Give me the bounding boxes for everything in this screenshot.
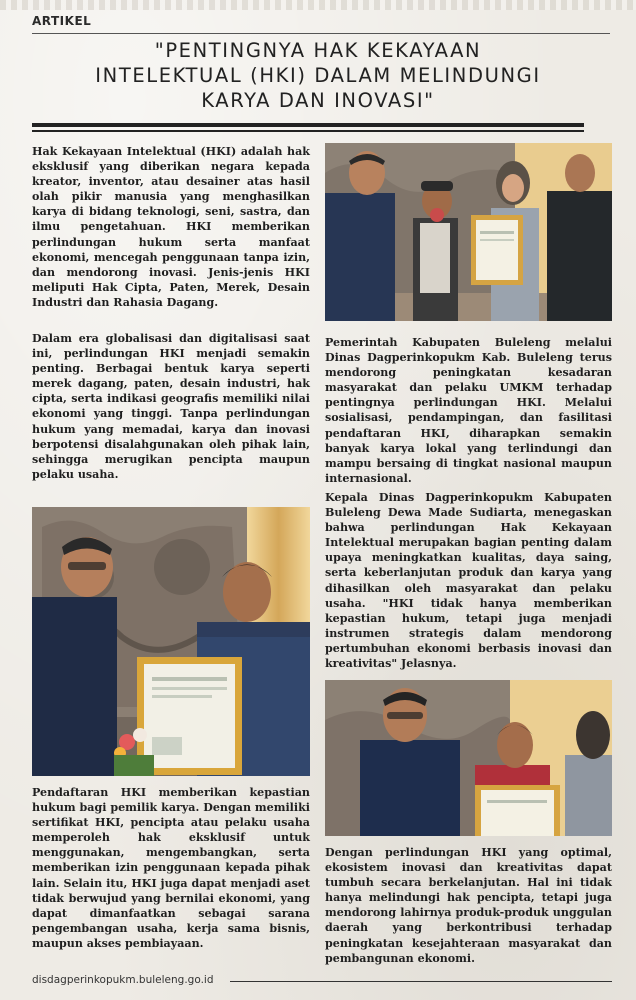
footer-rule <box>230 981 612 982</box>
photo-illustration <box>325 680 612 836</box>
photo-certificate-group <box>325 143 612 321</box>
header-rule <box>32 33 610 34</box>
paragraph-hki-definition: Hak Kekayaan Intelektual (HKI) adalah hak eksklusif yang diberikan negara kepada kreator, inventor, atau desainer atas hasil olah pikir manusia yang menghasilkan karya di bidang teknologi, seni, sastra, dan ilmu pengetahuan. HKI memberikan perlindungan hukum serta manfaat ekonomi, mencegah penggunaan tanpa izin, dan mendorong inovasi. Jenis-jenis HKI meliputi Hak Cipta, Paten, Merek, Desain Industri dan Rahasia Dagang. <box>32 145 310 309</box>
photo-illustration <box>325 143 612 321</box>
paragraph-globalization: Dalam era globalisasi dan digitalisasi saat ini, perlindungan HKI menjadi semakin penting. Berbagai bentuk karya seperti merek dagang, paten, desain industri, hak cipta, serta indikasi geografis memiliki nilai ekonomi yang tinggi. Tanpa perlindungan hukum yang memadai, karya dan inovasi berpotensi disalahgunakan oleh pihak lain, sehingga merugikan pencipta maupun pelaku usaha. <box>32 332 310 481</box>
footer-website-url: disdagperinkopukm.buleleng.go.id <box>32 974 214 986</box>
title-line-1: "PENTINGNYA HAK KEKAYAAN <box>154 39 482 62</box>
torn-paper-edge <box>0 0 636 10</box>
title-divider-thin <box>32 130 584 132</box>
photo-certificate-handover-left <box>32 507 310 776</box>
photo-illustration <box>32 507 310 776</box>
photo-certificate-handover-right <box>325 680 612 836</box>
section-label: ARTIKEL <box>32 14 92 28</box>
paragraph-conclusion: Dengan perlindungan HKI yang optimal, ekosistem inovasi dan kreativitas dapat tumbuh secara berkelanjutan. Hal ini tidak hanya melindungi hak pencipta, tetapi juga mendorong lahirnya produk-produk unggulan daerah yang berkontribusi terhadap peningkatan kesejahteraan masyarakat dan pembangunan ekonomi. <box>325 846 612 965</box>
paragraph-head-of-office-statement: Kepala Dinas Dagperinkopukm Kabupaten Buleleng Dewa Made Sudiarta, menegaskan bahwa perlindungan Hak Kekayaan Intelektual merupakan bagian penting dalam upaya meningkatkan kualitas, daya saing, serta keberlanjutan produk dan karya yang dihasilkan oleh masyarakat dan pelaku usaha. "HKI tidak hanya memberikan kepastian hukum, tetapi juga menjadi instrumen strategis dalam mendorong pertumbuhan ekonomi berbasis inovasi dan kreativitas" Jelasnya. <box>325 491 612 671</box>
title-divider-thick <box>32 123 584 127</box>
article-title <box>40 38 596 113</box>
paragraph-buleleng-government: Pemerintah Kabupaten Buleleng melalui Dinas Dagperinkopukm Kab. Buleleng terus mendorong peningkatan kesadaran masyarakat dan pelaku UMKM terhadap pentingnya perlindungan HKI. Melalui sosialisasi, pendampingan, dan fasilitasi pendaftaran HKI, diharapkan semakin banyak karya lokal yang terlindungi dan mampu bersaing di tingkat nasional maupun internasional. <box>325 336 612 485</box>
paragraph-registration-benefits: Pendaftaran HKI memberikan kepastian hukum bagi pemilik karya. Dengan memiliki sertifikat HKI, pencipta atau pelaku usaha memperoleh hak eksklusif untuk menggunakan, mengembangkan, serta memberikan izin penggunaan kepada pihak lain. Selain itu, HKI juga dapat menjadi aset tidak berwujud yang bernilai ekonomi, yang dapat dimanfaatkan sebagai sarana pengembangan usaha, kerja sama bisnis, maupun akses pembiayaan. <box>32 786 310 950</box>
title-line-2: INTELEKTUAL (HKI) DALAM MELINDUNGI <box>95 64 541 87</box>
title-line-3: KARYA DAN INOVASI" <box>201 89 435 112</box>
